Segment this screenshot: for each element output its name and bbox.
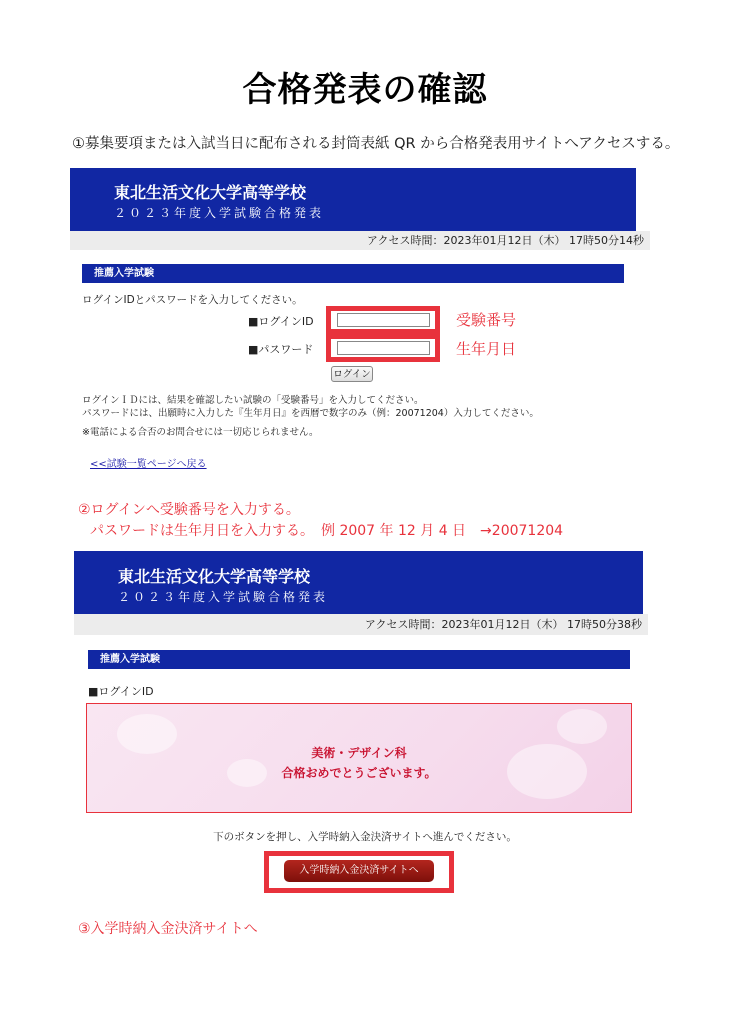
result-panel <box>86 703 632 813</box>
petal-decoration <box>557 709 607 744</box>
step2-line2: パスワードは生年月日を入力する。 例 2007 年 12 月 4 日 →20071204 <box>90 523 564 539</box>
header-banner-1 <box>70 168 636 231</box>
step1-text: ①募集要項または入試当日に配布される封筒表紙 QR から合格発表用サイトへアクセスする。 <box>72 136 680 152</box>
section-header: 推薦入学試験 <box>88 650 630 669</box>
access-time-bar: アクセス時間：2023年01月12日（木） 17時50分38秒 <box>74 614 648 635</box>
school-name: 東北生活文化大学高等学校 <box>118 567 311 586</box>
login-id-label: ■ログインID <box>88 685 154 698</box>
department-name: 美術・デザイン科 <box>311 746 407 760</box>
school-name: 東北生活文化大学高等学校 <box>114 183 307 202</box>
page-title: 合格発表の確認 <box>242 70 488 110</box>
help-text-1: ログインＩＤには、結果を確認したい試験の「受験番号」を入力してください。 <box>82 395 424 406</box>
password-note: 生年月日 <box>456 340 517 358</box>
password-input[interactable] <box>337 341 430 355</box>
step2-line1: ②ログインへ受験番号を入力する。 <box>78 502 300 518</box>
congratulations-message: 合格おめでとうございます。 <box>281 766 437 780</box>
payment-instruction: 下のボタンを押し、入学時納入金決済サイトへ進んでください。 <box>213 831 517 843</box>
access-time-bar: アクセス時間：2023年01月12日（木） 17時50分14秒 <box>70 231 650 250</box>
login-id-label: ■ログインID <box>248 315 314 328</box>
step3-text: ③入学時納入金決済サイトへ <box>78 921 258 937</box>
payment-site-button[interactable]: 入学時納入金決済サイトへ <box>284 860 434 882</box>
exam-title: ２０２３年度入学試験合格発表 <box>114 206 325 220</box>
section-header: 推薦入学試験 <box>82 264 624 283</box>
header-banner-2 <box>74 551 643 614</box>
exam-title: ２０２３年度入学試験合格発表 <box>118 590 329 604</box>
login-id-input[interactable] <box>337 313 430 327</box>
password-label: ■パスワード <box>248 343 314 356</box>
help-text-2: パスワードには、出願時に入力した『生年月日』を西暦で数字のみ（例：20071204）入力してください。 <box>82 408 539 419</box>
back-to-list-link[interactable]: <<試験一覧ページへ戻る <box>90 459 207 470</box>
login-prompt: ログインIDとパスワードを入力してください。 <box>82 294 303 306</box>
help-text-3: ※電話による合否のお問合せには一切応じられません。 <box>82 427 319 438</box>
login-id-note: 受験番号 <box>456 311 517 329</box>
login-button[interactable]: ログイン <box>331 366 373 382</box>
